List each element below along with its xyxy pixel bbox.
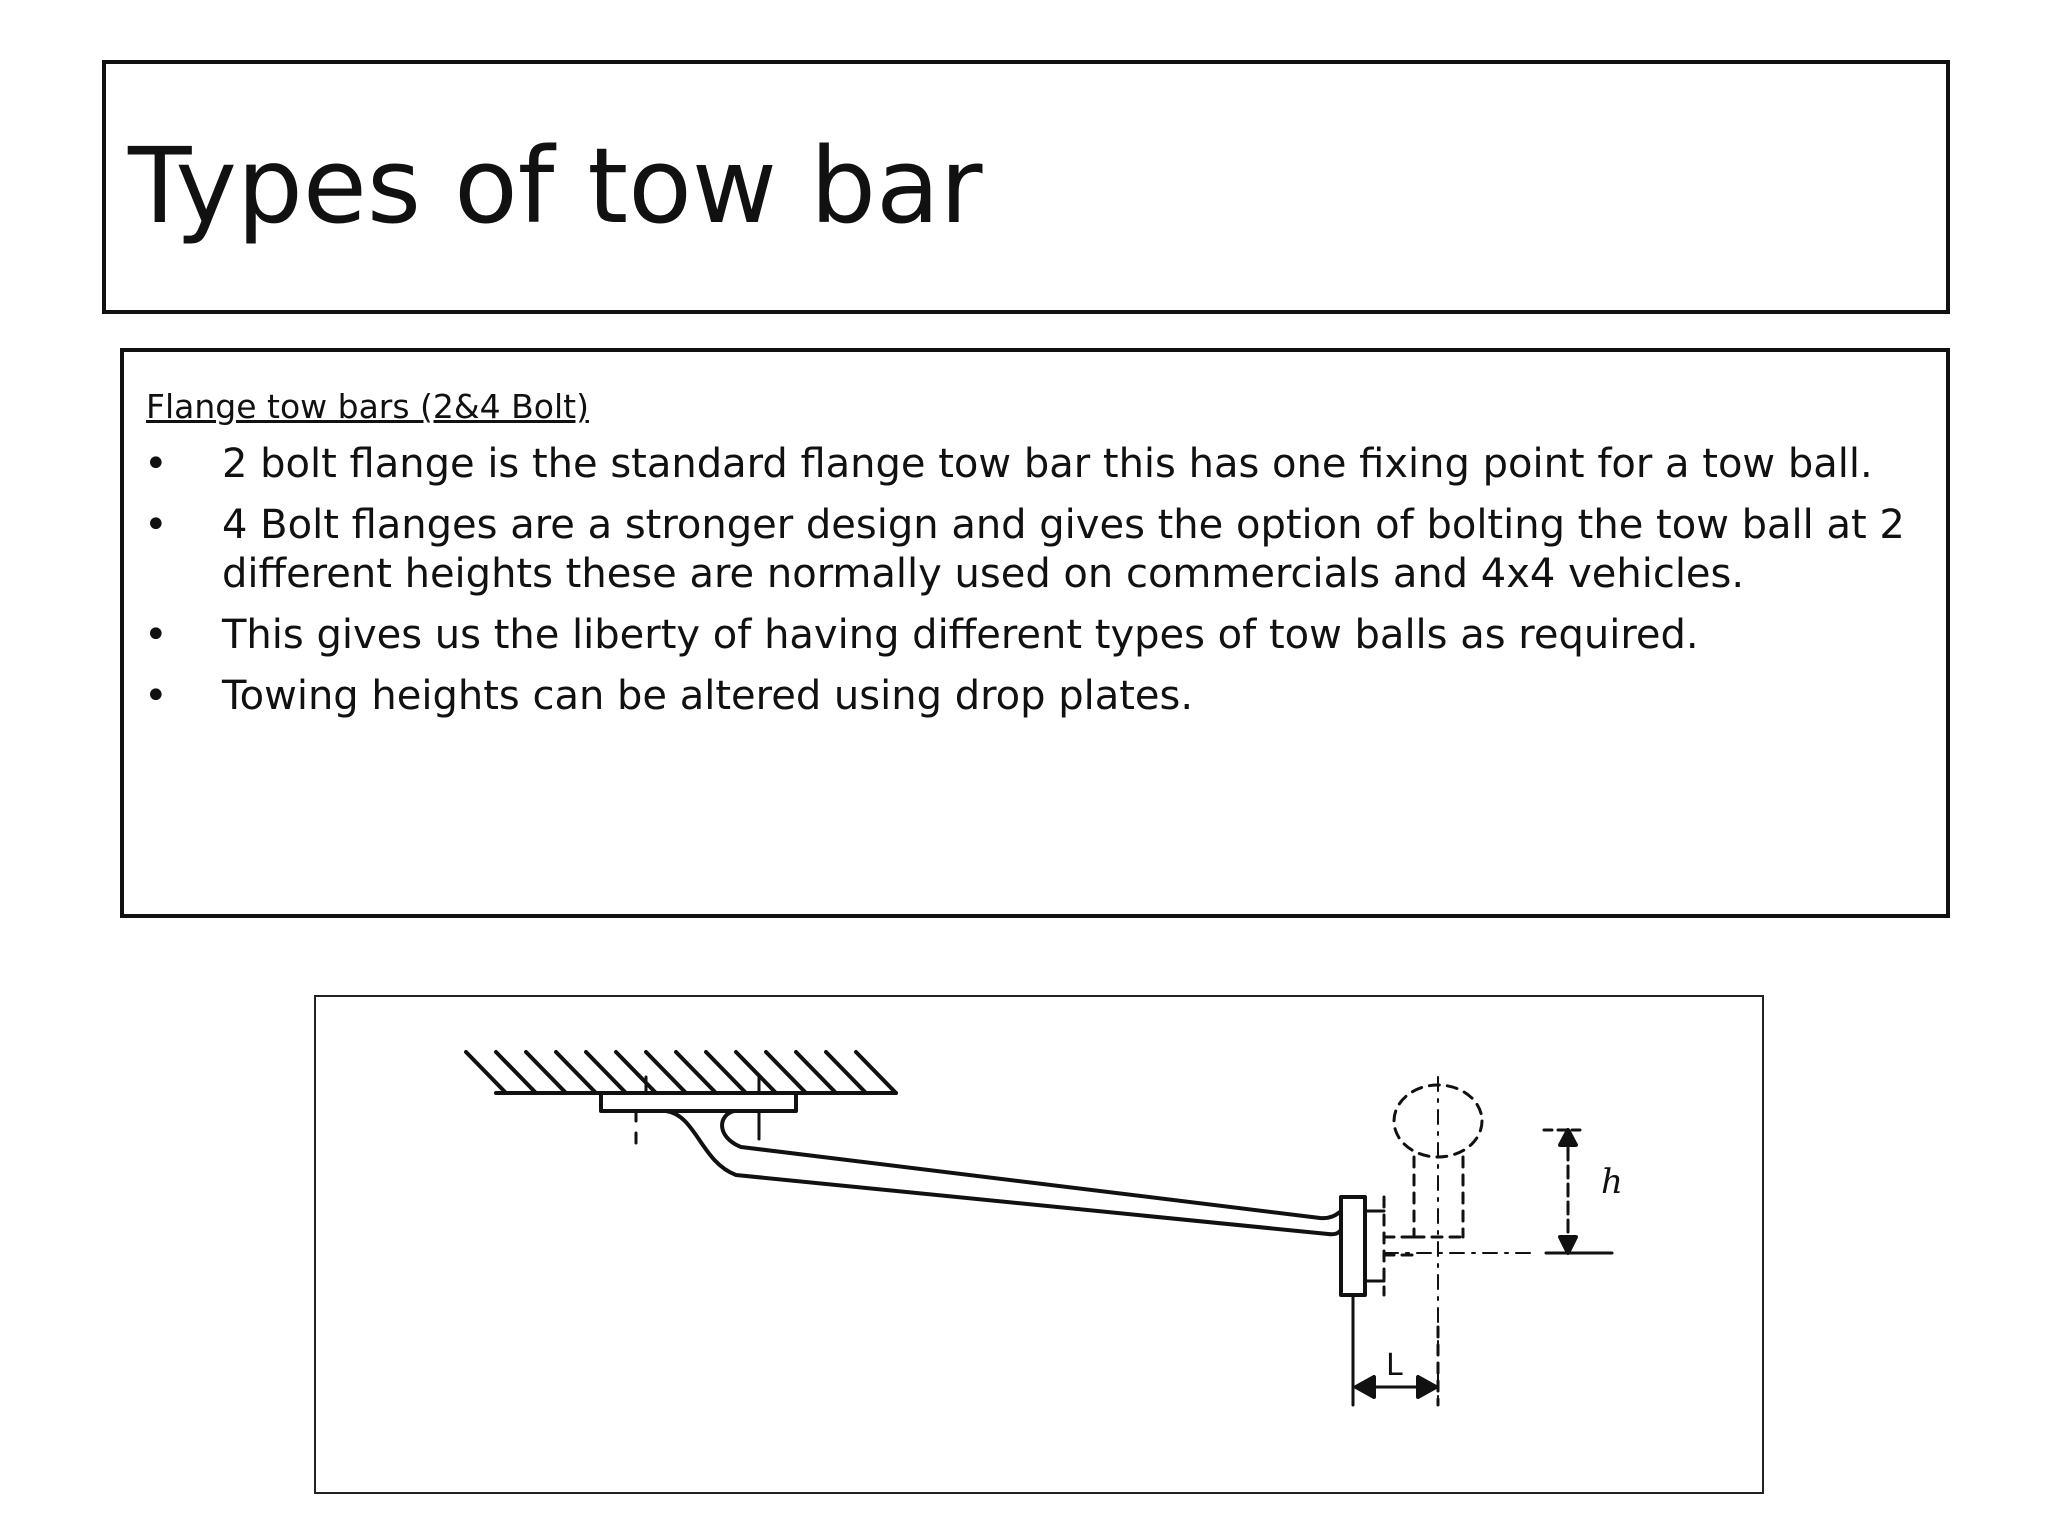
subheading: Flange tow bars (2&4 Bolt) xyxy=(146,387,589,426)
bullet-marker: • xyxy=(144,502,168,548)
tow-bar-arm xyxy=(666,1111,1340,1234)
bullet-text: This gives us the liberty of having different types of tow balls as required. xyxy=(222,612,1699,658)
tow-ball-flange xyxy=(1341,1197,1365,1295)
bullet-marker: • xyxy=(144,612,168,658)
bullet-text: 4 Bolt flanges are a stronger design and gives the option of bolting the tow ball at 2 different heights these are normally used on commercials and 4x4 vehicles. xyxy=(222,502,1905,597)
title-box xyxy=(102,60,1950,314)
bullet-item xyxy=(144,440,1936,489)
bullet-text: 2 bolt flange is the standard flange tow bar this has one fixing point for a tow ball. xyxy=(222,441,1873,487)
length-label: L xyxy=(1386,1348,1403,1383)
slide-title: Types of tow bar xyxy=(128,125,983,247)
bullet-marker: • xyxy=(144,441,168,487)
bullet-marker: • xyxy=(144,673,168,719)
bullet-list xyxy=(144,440,1936,733)
mounting-flange-plate xyxy=(601,1093,796,1111)
tow-ball-outline xyxy=(1384,1085,1482,1295)
content-box xyxy=(120,348,1950,918)
bullet-text: Towing heights can be altered using drop plates. xyxy=(222,673,1194,719)
tow-bar-diagram xyxy=(314,995,1764,1494)
height-label: h xyxy=(1601,1162,1623,1202)
bullet-item xyxy=(144,672,1936,721)
tow-bar-drawing xyxy=(316,997,1762,1492)
mounting-surface-hatching xyxy=(466,1052,896,1093)
bullet-item xyxy=(144,501,1936,599)
bullet-item xyxy=(144,611,1936,660)
